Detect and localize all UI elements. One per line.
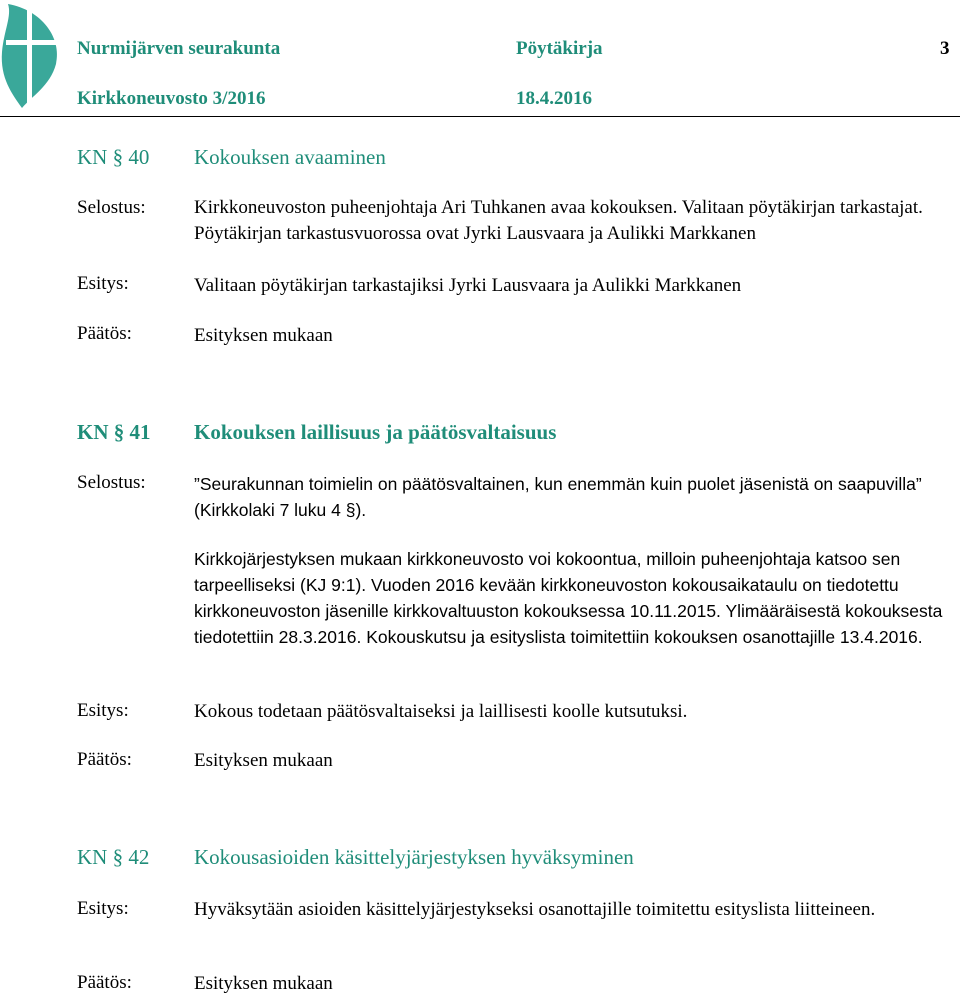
esitys-text: Kokous todetaan päätösvaltaiseksi ja laillisesti koolle kutsutuksi.	[194, 701, 688, 722]
esitys-text: Hyväksytään asioiden käsittelyjärjestykseksi osanottajille toimitettu esityslista liitteineen.	[194, 899, 876, 920]
paatos-text: Esityksen mukaan	[194, 973, 333, 994]
section-title: Kokousasioiden käsittelyjärjestyksen hyväksyminen	[194, 845, 634, 869]
paatos-label: Päätös:	[77, 323, 132, 344]
paatos-label: Päätös:	[77, 749, 132, 770]
header-divider	[0, 116, 960, 117]
page-number: 3	[940, 38, 950, 59]
paatos-text: Esityksen mukaan	[194, 750, 333, 771]
org-name: Nurmijärven seurakunta	[77, 38, 281, 59]
esitys-label: Esitys:	[77, 273, 129, 294]
section-number: KN § 42	[77, 845, 150, 869]
selostus-quote-text: ”Seurakunnan toimielin on päätösvaltainen, kun enemmän kuin puolet jäsenistä on saapuvilla” (Kirkkolaki 7 luku 4 §).	[194, 474, 922, 520]
esitys-label: Esitys:	[77, 898, 129, 919]
meeting-name: Kirkkoneuvosto 3/2016	[77, 88, 266, 109]
meeting-date: 18.4.2016	[516, 88, 592, 109]
section-title: Kokouksen avaaminen	[194, 145, 386, 169]
section-title: Kokouksen laillisuus ja päätösvaltaisuus	[194, 420, 557, 444]
section-number: KN § 40	[77, 145, 150, 169]
paatos-text: Esityksen mukaan	[194, 325, 333, 346]
selostus-label: Selostus:	[77, 472, 146, 493]
selostus-text: Kirkkoneuvoston puheenjohtaja Ari Tuhkanen avaa kokouksen. Valitaan pöytäkirjan tarkastajat. Pöytäkirjan tarkastusvuorossa ovat Jyrki Lausvaara ja Aulikki Markkanen	[194, 197, 923, 244]
esitys-label: Esitys:	[77, 700, 129, 721]
selostus-text: Kirkkojärjestyksen mukaan kirkkoneuvosto voi kokoontua, milloin puheenjohtaja katsoo sen tarpeelliseksi (KJ 9:1). Vuoden 2016 kevään kirkkoneuvoston kokousaikataulu on tiedotettu kirkkoneuvoston jäsenille kirkkovaltuuston kokouksessa 10.11.2015. Ylimääräisestä kokouksesta tiedotettiin 28.3.2016. Kokouskutsu ja esityslista toimitettiin kokouksen osanottajille 13.4.2016.	[194, 549, 943, 647]
leaf-cross-logo-icon	[0, 0, 62, 110]
selostus-label: Selostus:	[77, 197, 146, 218]
paatos-label: Päätös:	[77, 972, 132, 993]
document-type: Pöytäkirja	[516, 38, 603, 59]
esitys-text: Valitaan pöytäkirjan tarkastajiksi Jyrki Lausvaara ja Aulikki Markkanen	[194, 275, 742, 296]
section-number: KN § 41	[77, 420, 151, 444]
